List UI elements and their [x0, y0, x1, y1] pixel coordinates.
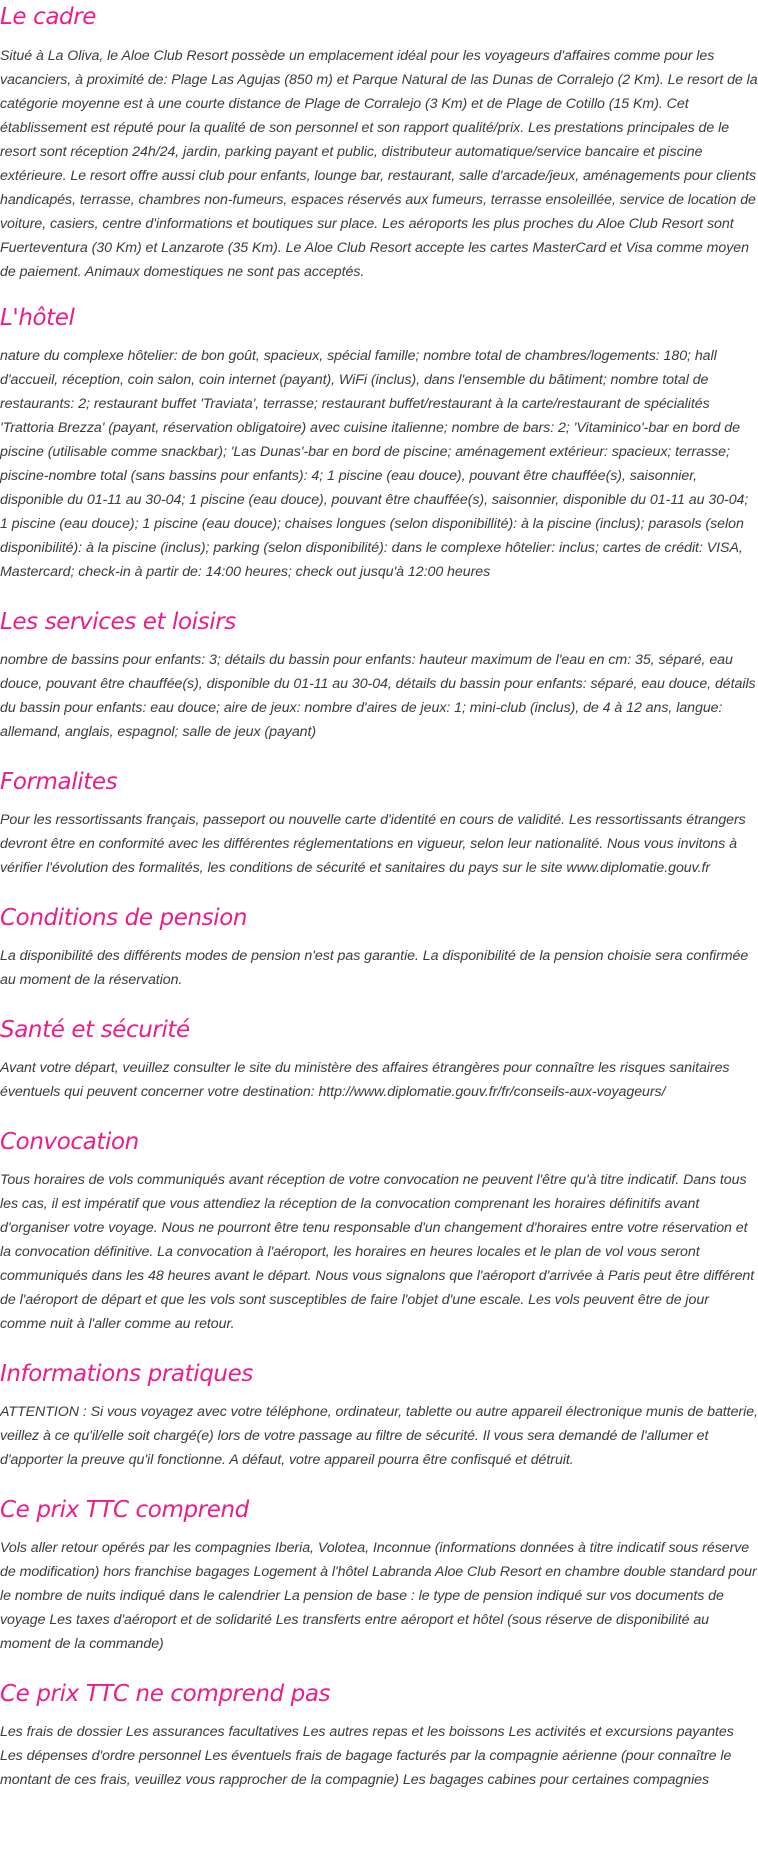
section-title-pension: Conditions de pension: [0, 905, 248, 931]
section-text-formalites: Pour les ressortissants français, passeport ou nouvelle carte d'identité en cours de validité. Les ressortissants étrangers devront être en conformité avec les différentes réglementations en vigueur, selon leur nationalité. Nous vous invitons à vérifier l'évolution des formalités, les conditions de sécurité et sanitaires du pays sur le site www.diplomatie.gouv.fr: [0, 812, 746, 876]
section-text-hotel: nature du complexe hôtelier: de bon goût, spacieux, spécial famille; nombre total de chambres/logements: 180; hall d'accueil, réception, coin salon, coin internet (payant), WiFi (inclus), dans l'ensemble du bâtiment; nombre total de restaurants: 2; restaurant buffet 'Traviata', terrasse; restaurant buffet/restaurant à la carte/restaurant de spécialités 'Trattoria Brezza' (payant, réservation obligatoire) avec cuisine italienne; nombre de bars: 2; 'Vitaminico'-bar en bord de piscine (utilisable comme snackbar); 'Las Dunas'-bar en bord de piscine; aménagement extérieur: spacieux; terrasse; piscine-nombre total (sans bassins pour enfants): 4; 1 piscine (eau douce), pouvant être chauffée(s), saisonnier, disponible du 01-11 au 30-04; 1 piscine (eau douce), pouvant être chauffée(s), saisonnier, disponible du 01-11 au 30-04; 1 piscine (eau douce); 1 piscine (eau douce); chaises longues (selon disponibillité): à la piscine (inclus); parasols (selon disponibilité): à la piscine (inclus); parking (selon disponibilité): dans le complexe hôtelier: inclus; cartes de crédit: VISA, Mastercard; check-in à partir de: 14:00 heures; check out jusqu'à 12:00 heures: [0, 348, 749, 580]
section-text-sante: Avant votre départ, veuillez consulter le site du ministère des affaires étrangères pour connaître les risques sanitaires éventuels qui peuvent concerner votre destination: http://www.diplomatie.gouv.fr/fr/conseils-aux-voyageurs/: [0, 1060, 730, 1100]
section-services: [0, 607, 758, 744]
section-text-services: nombre de bassins pour enfants: 3; détails du bassin pour enfants: hauteur maximum de l'eau en cm: 35, séparé, eau douce, pouvant être chauffée(s), disponible du 01-11 au 30-04, détails du bassin pour enfants: séparé, eau douce, détails du bassin pour enfants: eau douce; aire de jeux: nombre d'aires de jeux: 1; mini-club (inclus), de 4 à 12 ans, langue: allemand, anglais, espagnol; salle de jeux (payant): [0, 652, 756, 740]
section-title-infos-pratiques: Informations pratiques: [0, 1361, 253, 1387]
section-title-cadre: Le cadre: [0, 4, 97, 30]
section-text-prix-ne-comprend-pas: Les frais de dossier Les assurances facultatives Les autres repas et les boissons Les activités et excursions payantes Les dépenses d'ordre personnel Les éventuels frais de bagage facturés par la compagnie aérienne (pour connaître le montant de ces frais, veuillez vous rapprocher de la compagnie) Les bagages cabines pour certaines compagnies: [0, 1724, 734, 1788]
section-text-convocation: Tous horaires de vols communiqués avant réception de votre convocation ne peuvent l'être qu'à titre indicatif. Dans tous les cas, il est impératif que vous attendiez la réception de la convocation comprenant les horaires définitifs avant d'organiser votre voyage. Nous ne pourront être tenu responsable d'un changement d'horaires entre votre réservation et la convocation définitive. La convocation à l'aéroport, les horaires en heures locales et le plan de vol vous seront communiqués dans les 48 heures avant le départ. Nous vous signalons que l'aéroport d'arrivée à Paris peut être différent de l'aéroport de départ et que les vols sont susceptibles de faire l'objet d'une escale. Les vols peuvent être de jour comme nuit à l'aller comme au retour.: [0, 1172, 755, 1332]
section-text-infos-pratiques: ATTENTION : Si vous voyagez avec votre téléphone, ordinateur, tablette ou autre appareil électronique munis de batterie, veillez à ce qu'il/elle soit chargé(e) lors de votre passage au filtre de sécurité. Il vous sera demandé de l'allumer et d'apporter la preuve qu'il fonctionne. A défaut, votre appareil pourra être confisqué et détruit.: [0, 1404, 758, 1468]
section-cadre: [0, 0, 758, 284]
section-title-prix-comprend: Ce prix TTC comprend: [0, 1497, 249, 1523]
section-pension: [0, 903, 758, 992]
section-sante: [0, 1015, 758, 1104]
section-title-convocation: Convocation: [0, 1129, 139, 1155]
section-convocation: [0, 1127, 758, 1336]
section-prix-comprend: [0, 1495, 758, 1656]
section-formalites: [0, 767, 758, 880]
section-hotel: [0, 303, 758, 584]
section-infos-pratiques: [0, 1359, 758, 1472]
section-title-formalites: Formalites: [0, 769, 118, 795]
section-text-prix-comprend: Vols aller retour opérés par les compagnies Iberia, Volotea, Inconnue (informations données à titre indicatif sous réserve de modification) hors franchise bagages Logement à l'hôtel Labranda Aloe Club Resort en chambre double standard pour le nombre de nuits indiqué dans le calendrier La pension de base : le type de pension indiqué sur vos documents de voyage Les taxes d'aéroport et de solidarité Les transferts entre aéroport et hôtel (sous réserve de disponibilité au moment de la commande): [0, 1540, 757, 1652]
section-text-pension: La disponibilité des différents modes de pension n'est pas garantie. La disponibilité de la pension choisie sera confirmée au moment de la réservation.: [0, 948, 749, 988]
section-title-hotel: L'hôtel: [0, 305, 75, 331]
section-title-services: Les services et loisirs: [0, 609, 236, 635]
section-title-prix-ne-comprend-pas: Ce prix TTC ne comprend pas: [0, 1681, 331, 1707]
section-title-sante: Santé et sécurité: [0, 1017, 190, 1043]
section-text-cadre: Situé à La Oliva, le Aloe Club Resort possède un emplacement idéal pour les voyageurs d'affaires comme pour les vacanciers, à proximité de: Plage Las Agujas (850 m) et Parque Natural de las Dunas de Corralejo (2 Km). Le resort de la catégorie moyenne est à une courte distance de Plage de Corralejo (3 Km) et de Plage de Cotillo (15 Km). Cet établissement est réputé pour la qualité de son personnel et son rapport qualité/prix. Les prestations principales de le resort sont réception 24h/24, jardin, parking payant et public, distributeur automatique/service bancaire et piscine extérieure. Le resort offre aussi club pour enfants, lounge bar, restaurant, salle d'arcade/jeux, aménagements pour clients handicapés, terrasse, chambres non-fumeurs, espaces réservés aux fumeurs, terrasse ensoleillée, service de location de voiture, casiers, centre d'informations et boutiques sur place. Les aéroports les plus proches du Aloe Club Resort sont Fuerteventura (30 Km) et Lanzarote (35 Km). Le Aloe Club Resort accepte les cartes MasterCard et Visa comme moyen de paiement. Animaux domestiques ne sont pas acceptés.: [0, 48, 758, 280]
section-prix-ne-comprend-pas: [0, 1679, 758, 1792]
